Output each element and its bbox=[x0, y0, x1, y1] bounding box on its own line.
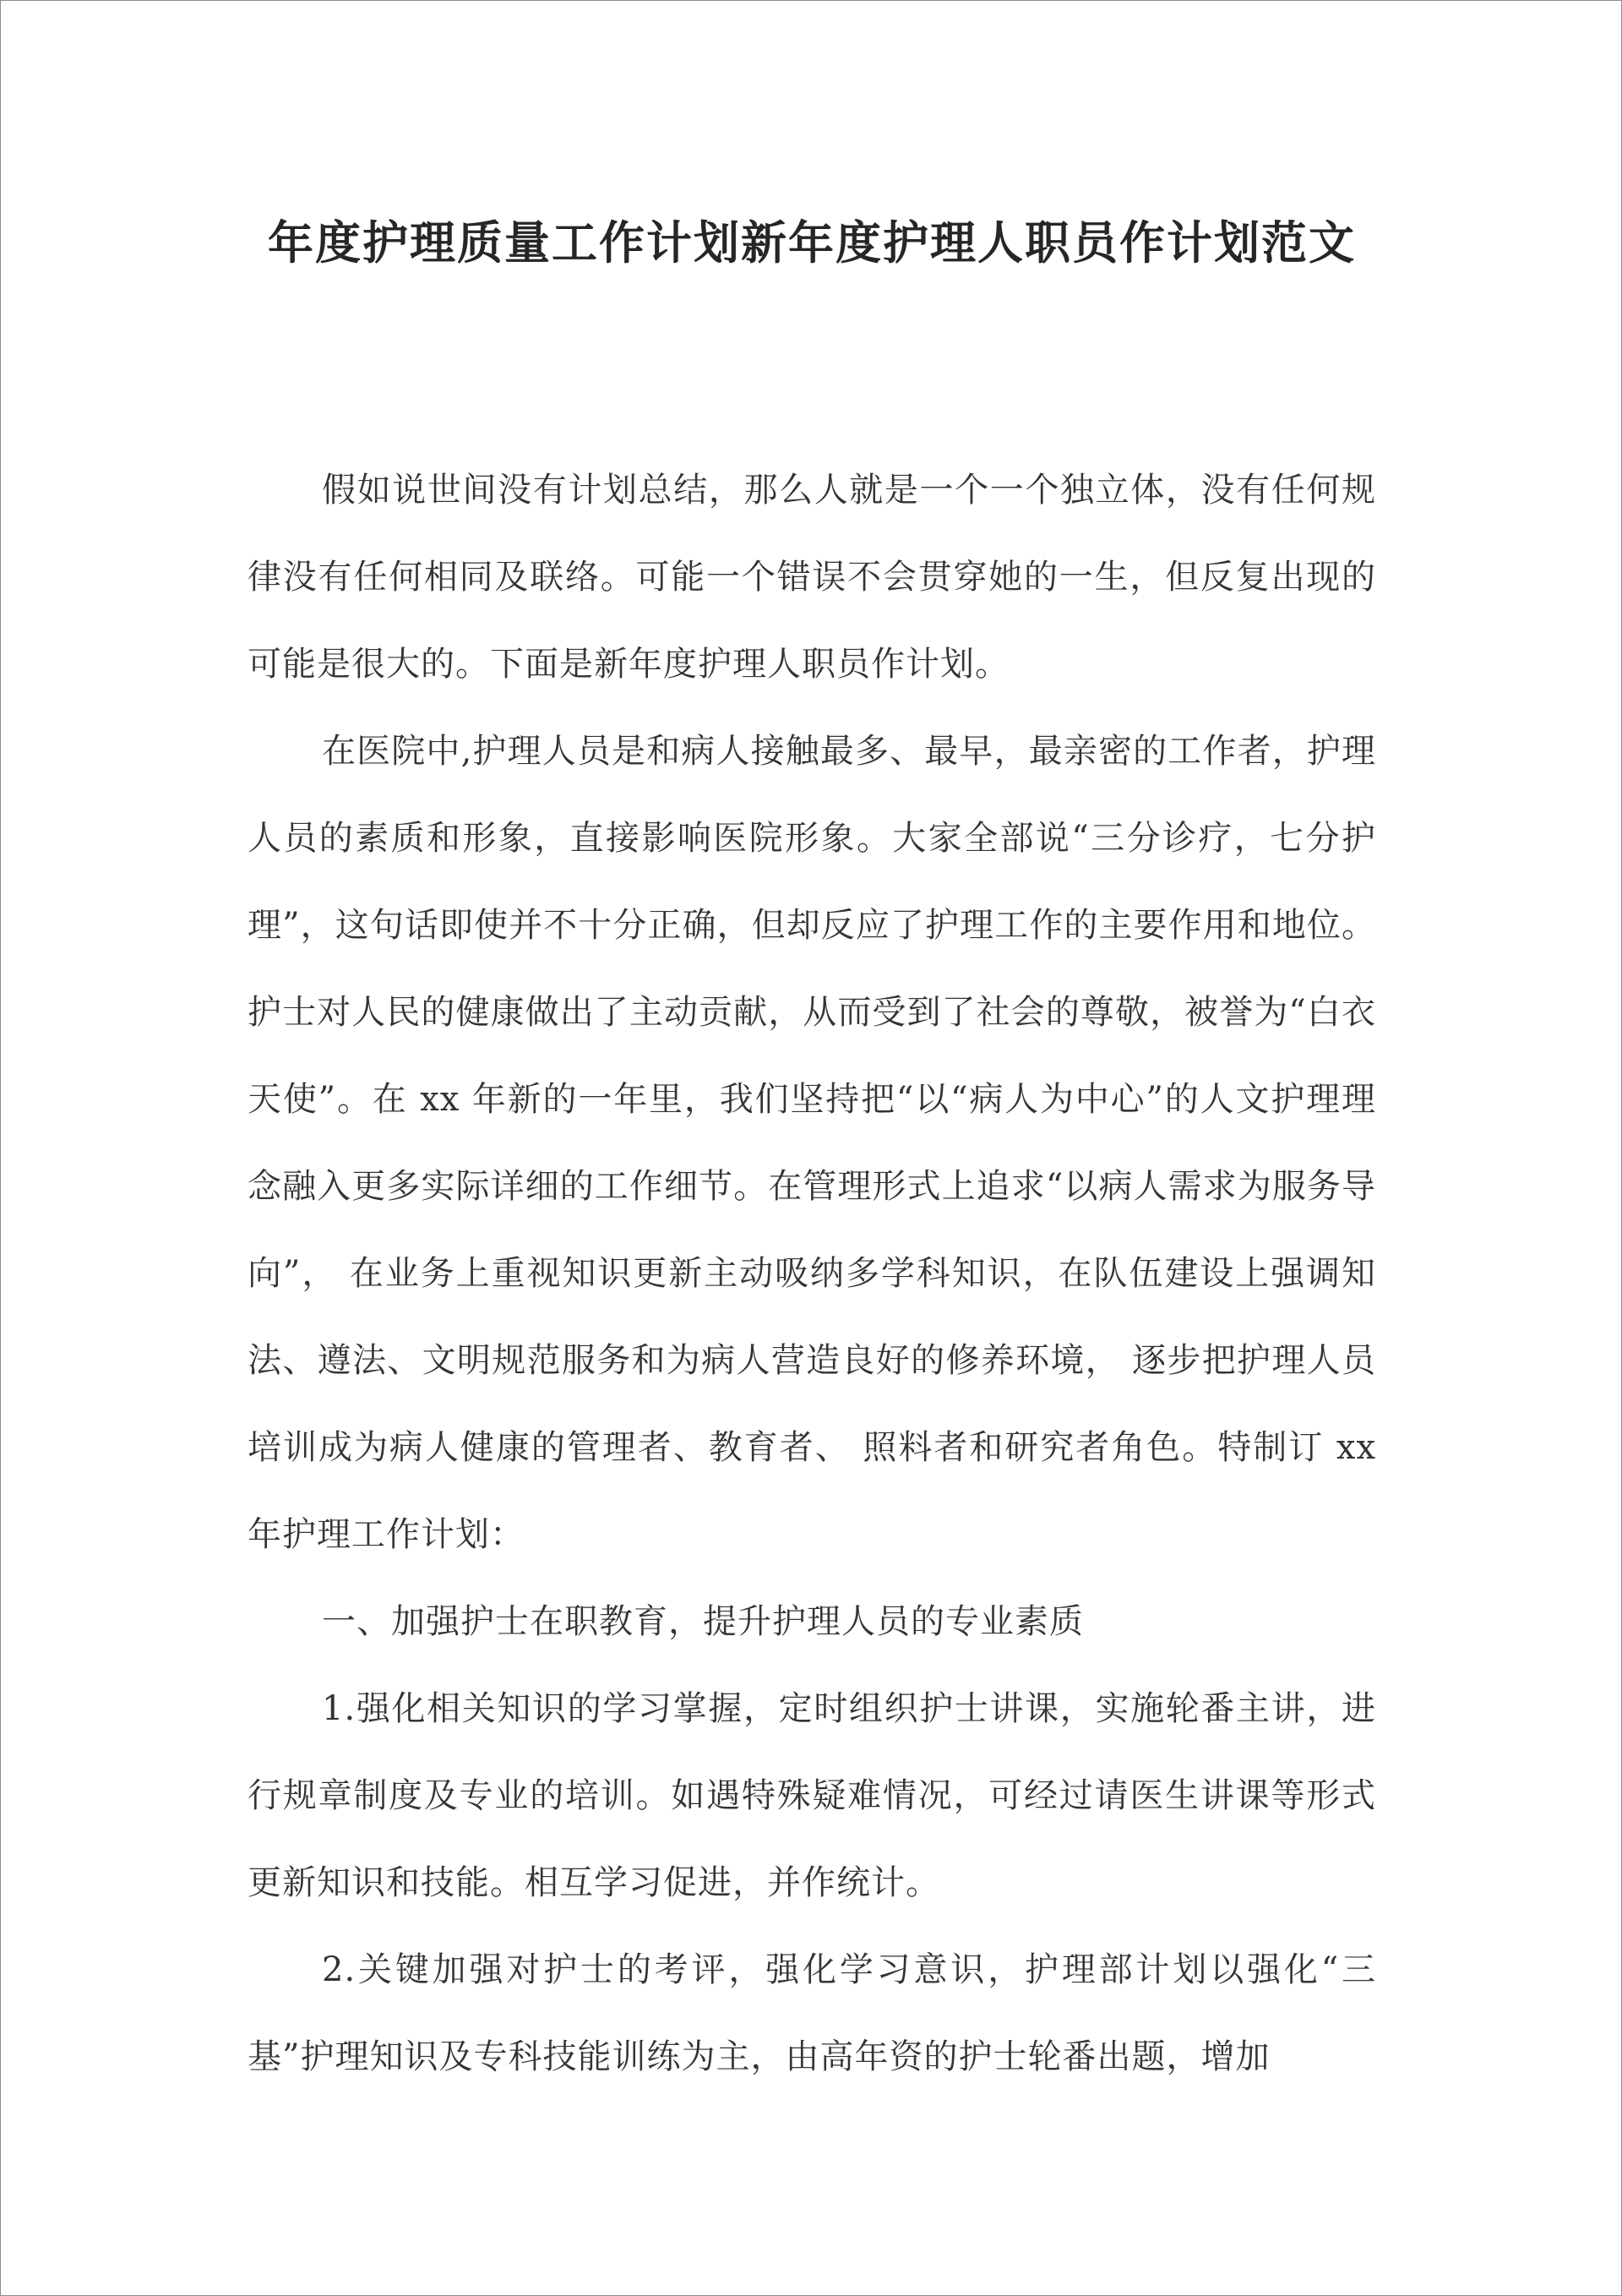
paragraph-background: 在医院中,护理人员是和病人接触最多、最早，最亲密的工作者，护理人员的素质和形象，直接影响医院形象。大家全部说“三分诊疗，七分护理”，这句话即使并不十分正确，但却反应了护理工作的主要作用和地位。护士对人民的健康做出了主动贡献，从而受到了社会的尊敬，被誉为“白衣天使”。在 xx 年新的一年里，我们坚持把“以“病人为中心”的人文护理理念融入更多实际详细的工作细节。在管理形式上追求“以病人需求为服务导向”， 在业务上重视知识更新主动吸纳多学科知识，在队伍建设上强调知法、遵法、文明规范服务和为病人营造良好的修养环境， 逐步把护理人员培训成为病人健康的管理者、教育者、 照料者和研究者角色。特制订 xx 年护理工作计划： bbox=[248, 732, 1376, 1554]
paragraph-intro: 假如说世间没有计划总结，那么人就是一个一个独立体，没有任何规律没有任何相同及联络。可能一个错误不会贯穿她的一生，但反复出现的可能是很大的。下面是新年度护理人职员作计划。 bbox=[248, 471, 1376, 684]
list-item-2: 2.关键加强对护士的考评，强化学习意识，护理部计划以强化“三基”护理知识及专科技能训练为主，由高年资的护士轮番出题，增加 bbox=[248, 1950, 1376, 2076]
document-title: 年度护理质量工作计划新年度护理人职员作计划范文 bbox=[268, 215, 1356, 270]
list-item-1: 1.强化相关知识的学习掌握，定时组织护士讲课，实施轮番主讲，进行规章制度及专业的培训。如遇特殊疑难情况，可经过请医生讲课等形式更新知识和技能。相互学习促进，并作统计。 bbox=[248, 1689, 1376, 1902]
section-heading-1: 一、加强护士在职教育，提升护理人员的专业素质 bbox=[322, 1602, 1084, 1641]
document-body bbox=[248, 447, 1376, 2101]
